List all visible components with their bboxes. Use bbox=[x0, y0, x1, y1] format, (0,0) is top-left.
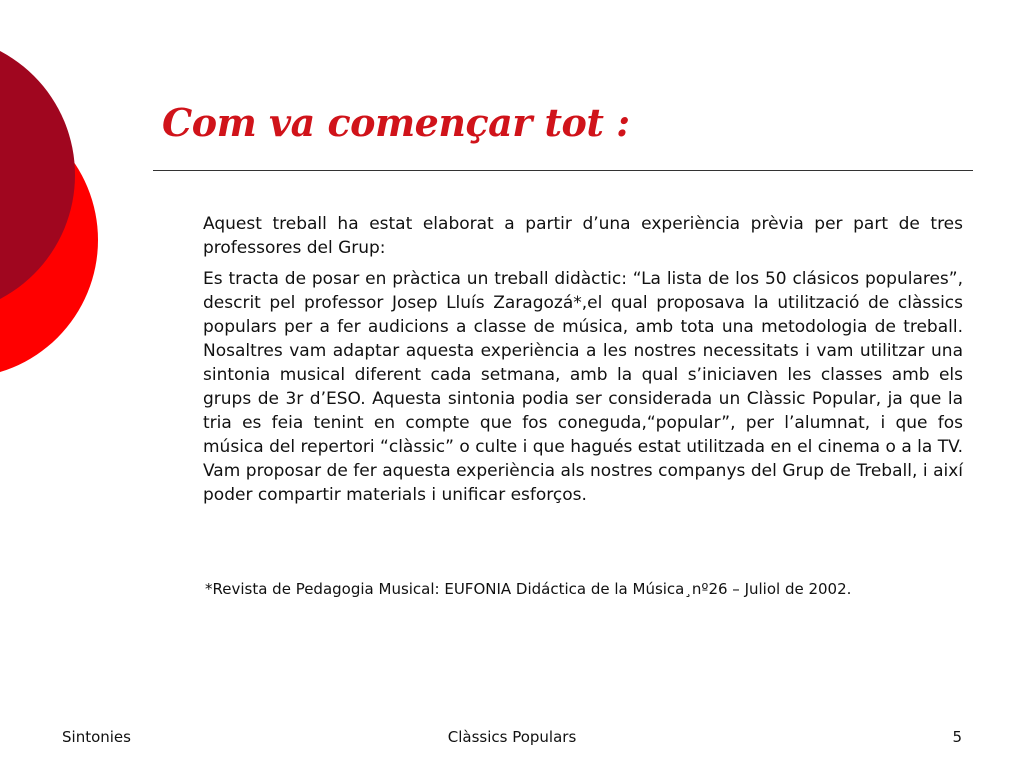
paragraph-intro: Aquest treball ha estat elaborat a partir d’una experiència prèvia per part de tres professores del Grup: bbox=[203, 214, 963, 258]
footer-center-label: Clàssics Populars bbox=[447, 728, 577, 746]
paragraph-main: Es tracta de posar en pràctica un treball didàctic: “La lista de los 50 clásicos populares”, descrit pel professor Josep Lluís Zaragozá*,el qual proposava la utilització de clàssics populars per a fer audicions a classe de música, amb tota una metodologia de treball. Nosaltres vam adaptar aquesta experiència a les nostres necessitats i vam utilitzar una sintonia musical diferent cada setmana, amb la qual s’iniciaven les classes amb els grups de 3r d’ESO. Aquesta sintonia podia ser considerada un Clàssic Popular, ja que la tria es feia tenint en compte que fos coneguda,“popular”, per l’alumnat, i que fos música del repertori “clàssic” o culte i que hagués estat utilitzada en el cinema o a la TV. Vam proposar de fer aquesta experiència als nostres companys del Grup de Treball, i així poder compartir materials i unificar esforços. bbox=[203, 269, 963, 505]
decorative-circles bbox=[0, 0, 110, 410]
slide-title: Com va començar tot : bbox=[162, 100, 630, 145]
footnote: *Revista de Pedagogia Musical: EUFONIA Didáctica de la Música¸nº26 – Juliol de 2002. bbox=[205, 580, 852, 598]
body-text bbox=[203, 212, 963, 514]
page-number: 5 bbox=[952, 728, 962, 746]
footer-left-label: Sintonies bbox=[62, 728, 131, 746]
title-divider bbox=[153, 170, 973, 171]
